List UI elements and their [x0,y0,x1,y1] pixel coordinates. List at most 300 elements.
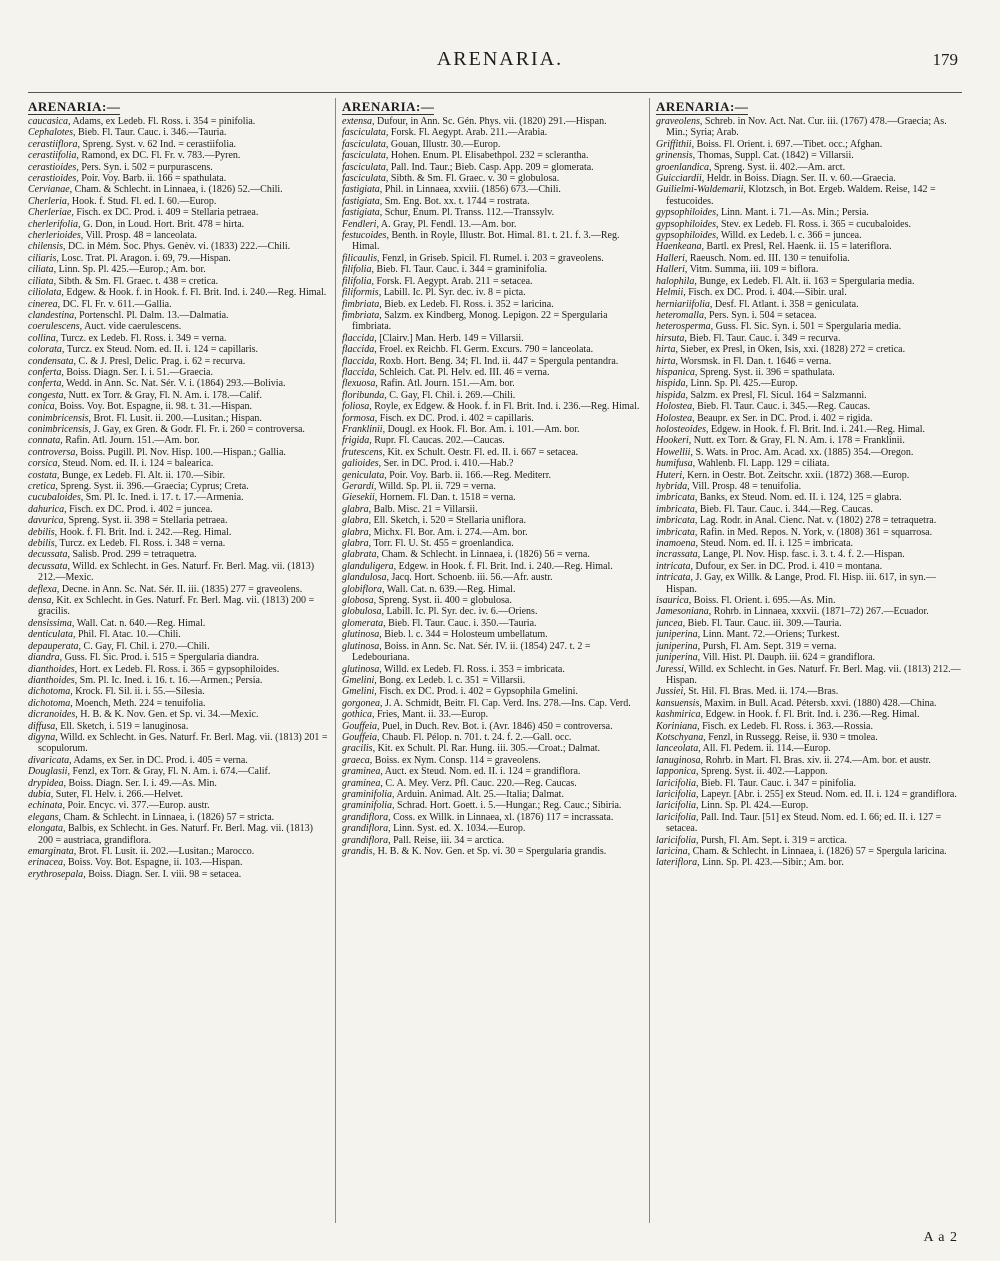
index-entry [342,310,644,333]
entry-epithet: dichotoma [28,686,71,698]
entry-citation: , Linn. Mant. i. 71.—As. Min.; Persia. [716,207,869,219]
entry-epithet: glabrata [342,549,377,561]
entry-citation: , Moench, Meth. 224 = tenuifolia. [70,697,206,709]
entry-citation: , Wall. Cat. n. 639.—Reg. Himal. [382,583,516,595]
entry-citation: , Hornem. Fl. Dan. t. 1518 = verna. [374,492,516,504]
entry-citation: , Portenschl. Pl. Dalm. 13.—Dalmatia. [74,309,229,321]
entry-epithet: glandulosa [342,572,387,584]
entry-citation: , Benth. in Royle, Illustr. Bot. Himal. 81. t. 21. f. 3.—Reg. Himal. [352,230,620,253]
column-3 [656,98,962,1228]
index-entry [342,287,644,298]
index-entry [342,766,644,777]
entry-citation: , Bieb. l. c. 344 = Holosteum umbellatum. [379,629,548,641]
index-entry [28,276,330,287]
entry-epithet: lateriflora [656,857,698,869]
entry-citation: , Maxim. in Bull. Acad. Pétersb. xxvi. (1880) 428.—China. [699,697,937,709]
entry-epithet: Jussiei [656,686,684,698]
index-entry [342,595,644,606]
entry-epithet: erythrosepala [28,868,84,880]
entry-citation: , C. A. Mey. Verz. Pfl. Cauc. 220.—Reg. Caucas. [380,777,577,789]
entry-citation: , Kit. ex Schult. Oestr. Fl. ed. II. i. 667 = setacea. [382,446,579,458]
index-entry [342,549,644,560]
index-entry [28,150,330,161]
entry-citation: , Fisch. ex DC. Prod. i. 402 = juncea. [64,503,213,515]
entry-citation: , Willd. ex Ledeb. l. c. 366 = juncea. [716,230,862,242]
entry-citation: , Balbis, ex Schlecht. in Ges. Naturf. Fr. Berl. Mag. vii. (1813) 200 = austriaca, grandiflora. [38,823,313,846]
index-entry [28,230,330,241]
entry-citation: , Adams, ex Ser. in DC. Prod. i. 405 = verna. [69,754,248,766]
entry-citation: , Bieb. Fl. Taur. Cauc. i. 349 = recurva. [684,332,841,344]
entry-epithet: connata [28,435,61,447]
index-entry [342,390,644,401]
entry-epithet: fastigiata [342,195,380,207]
entry-citation: , Nutt. ex Torr. & Gray, Fl. N. Am. i. 178.—Calif. [63,389,263,401]
index-entry [342,150,644,161]
entry-citation: , Fenzl, in Griseb. Spicil. Fl. Rumel. i. 203 = graveolens. [377,252,604,264]
index-entry [28,869,330,880]
entry-citation: , Bong. ex Ledeb. l. c. 351 = Villarsii. [374,674,526,686]
index-entry [656,173,962,184]
entry-epithet: chilensis [28,241,63,253]
entry-epithet: elongata [28,823,63,835]
entry-citation: , Losc. Trat. Pl. Aragon. i. 69, 79.—Hispan. [56,252,231,264]
entry-epithet: densa [28,595,52,607]
entry-epithet: debilis [28,538,55,550]
entry-epithet: denticulata [28,629,73,641]
entry-epithet: imbricata [656,515,695,527]
entry-epithet: flaccida [342,344,375,356]
index-entry [342,800,644,811]
index-entry [656,561,962,572]
index-entry [656,812,962,835]
entry-epithet: Haenkeana [656,241,702,253]
entry-epithet: dahurica [28,503,65,515]
entry-citation: , C. Gay, Fl. Chil. i. 269.—Chili. [384,389,516,401]
entry-epithet: fasciculata [342,173,386,185]
entry-citation: , Spreng. Syst. ii. 402.—Lappon. [696,766,828,778]
entry-epithet: ciliaris [28,252,57,264]
entry-citation: , Krock. Fl. Sil. ii. i. 55.—Silesia. [70,686,205,698]
entry-citation: , Brot. Fl. Lusit. ii. 202.—Lusitan.; Marocco. [73,846,255,857]
index-entry [28,299,330,310]
entry-citation: , Boiss. Voy. Bot. Espagne, ii. 103.—Hispan. [63,857,243,869]
index-entry [656,378,962,389]
index-entry [28,470,330,481]
entry-epithet: conimbricensis [28,423,89,435]
entry-citation: , Bieb. Fl. Taur. Cauc. i. 344.—Reg. Caucas. [694,503,873,515]
entry-epithet: hispanica [656,366,695,378]
index-entry [28,116,330,127]
index-entry [28,264,330,275]
entry-citation: , Hohen. Enum. Pl. Elisabethpol. 232 = sclerantha. [385,150,589,162]
entry-citation: , Ser. in DC. Prod. i. 410.—Hab.? [378,458,514,470]
entry-epithet: flaccida [342,355,375,367]
index-entry [656,344,962,355]
entry-epithet: Hookeri [656,435,689,447]
index-entry [656,778,962,789]
entry-citation: , Boiss. Pugill. Pl. Nov. Hisp. 100.—Hispan.; Gallia. [75,446,286,458]
entry-citation: , Coss. ex Willk. in Linnaea, xl. (1876) 117 = incrassata. [388,811,614,823]
column-2 [342,98,644,1228]
index-entry [656,652,962,663]
entry-epithet: filicaulis [342,252,377,264]
entry-epithet: cerastioides [28,173,77,185]
entry-epithet: imbricata [656,492,695,504]
entry-epithet: fasciculata [342,138,386,150]
column-1 [28,98,330,1228]
entry-epithet: deflexa [28,583,57,595]
index-entry [342,447,644,458]
entry-citation: , Willd. ex Schlecht. in Ges. Naturf. Fr. Berl. Mag. vii. (1813) 201 = scopulorum. [38,731,328,755]
entry-citation: , Wedd. in Ann. Sc. Nat. Sér. V. i. (1864) 293.—Bolivia. [61,378,286,390]
entry-epithet: Cherleriae [28,207,72,219]
index-entry [656,789,962,800]
entry-citation: , Decne. in Ann. Sc. Nat. Sér. II. iii. (1835) 277 = graveolens. [56,583,303,595]
entry-citation: , Froel. ex Reichb. Fl. Germ. Excurs. 790 = lanceolata. [374,344,594,356]
entry-citation: , DC. Fl. Fr. v. 611.—Gallia. [57,298,172,310]
entry-citation: , Kit. ex Schult. Pl. Rar. Hung. iii. 305.—Croat.; Dalmat. [372,743,601,755]
index-entry [28,846,330,857]
header-rule [28,92,962,93]
entry-epithet: collina [28,332,56,344]
entry-citation: , Rafin. in Med. Repos. N. York, v. (1808) 361 = squarrosa. [694,526,933,538]
entry-citation: , Fisch. ex Ledeb. Fl. Ross. i. 363.—Rossia. [697,720,873,732]
entry-epithet: conferta [28,366,62,378]
entry-epithet: hirta [656,355,676,367]
entry-citation: , Kit. ex Schlecht. in Ges. Naturf. Fr. Berl. Mag. vii. (1813) 200 = gracilis. [38,595,315,618]
entry-epithet: kansuensis [656,697,700,709]
entry-epithet: cerastiiflora [28,138,78,150]
index-entry [656,162,962,173]
entry-epithet: laricifolia [656,800,696,812]
index-entry [342,367,644,378]
page-number: 179 [932,50,958,69]
entry-epithet: fasciculata [342,127,386,139]
entry-citation: , Fisch. ex DC. Prod. i. 402 = Gypsophila Gmelini. [374,686,578,698]
entry-citation: , Pursh, Fl. Am. Sept. i. 319 = arctica. [696,834,847,846]
index-entry [28,356,330,367]
entry-epithet: kashmirica [656,709,701,721]
index-entry [656,721,962,732]
index-entry [28,333,330,344]
entry-epithet: echinata [28,800,63,812]
index-entry [28,344,330,355]
entry-citation: , Torr. Fl. U. St. 455 = groenlandica. [368,538,514,550]
entry-epithet: glomerata [342,617,384,629]
index-entry [28,207,330,218]
entry-citation: , Hort. ex Ledeb. Fl. Ross. i. 365 = gypsophiloides. [74,663,280,675]
index-entry [28,184,330,195]
entry-epithet: Guicciardii [656,173,702,185]
entry-epithet: flexuosa [342,378,376,390]
index-entry [656,139,962,150]
entry-epithet: Fendleri [342,218,377,230]
index-entry [342,584,644,595]
entry-epithet: gypsophiloides [656,230,716,242]
entry-citation: , Thomas, Suppl. Cat. (1842) = Villarsii. [692,150,854,162]
entry-citation: , Salzm. ex Kindberg, Monog. Lepigon. 22 = Spergularia fimbriata. [352,309,608,333]
index-entry [656,435,962,446]
entry-epithet: glabra [342,538,369,550]
entry-citation: , St. Hil. Fl. Bras. Med. ii. 174.—Bras. [683,686,839,698]
index-entry [28,287,330,298]
entry-citation: , Bartl. ex Presl, Rel. Haenk. ii. 15 = lateriflora. [701,241,892,253]
entry-epithet: Juressi [656,663,684,675]
entry-citation: , Vill. Prosp. 48 = tenuifolia. [687,481,802,492]
index-entry [342,196,644,207]
index-entry [342,162,644,173]
entry-citation: , Bieb. Fl. Taur. Cauc. i. 346.—Tauria. [73,127,227,139]
index-entry [28,447,330,458]
entry-citation: , Linn. Sp. Pl. 424.—Europ. [696,800,809,812]
entry-epithet: flaccida [342,366,375,378]
column-heading: ARENARIA:— [28,99,121,114]
entry-epithet: isaurica [656,595,689,607]
entry-citation: , Ramond, ex DC. Fl. Fr. v. 783.—Pyren. [76,150,241,162]
entry-epithet: cinerea [28,298,58,310]
entry-citation: , Pall. Ind. Taur. [51] ex Steud. Nom. ed. I. 66; ed. II. i. 127 = setacea. [666,811,942,835]
entry-epithet: glabra [342,526,369,538]
entry-epithet: clandestina [28,309,75,321]
index-entry [656,481,962,492]
entry-citation: , H. B. & K. Nov. Gen. et Sp. vi. 34.—Mexic. [75,709,259,721]
index-entry [656,857,962,868]
index-entry [28,367,330,378]
entry-citation: , Labill. Ic. Pl. Syr. dec. iv. 6.—Oriens. [381,606,538,618]
entry-epithet: cerastiifolia [28,150,77,162]
index-entry [28,435,330,446]
entry-citation: , Rafin. Atl. Journ. 151.—Am. bor. [60,435,200,447]
entry-citation: , Puel, in Duch. Rev. Bot. i. (Avr. 1846) 450 = controversa. [377,720,613,732]
entry-epithet: Cherleria [28,195,67,207]
entry-epithet: corsica [28,458,58,470]
entry-epithet: galioides [342,458,379,470]
entry-citation: , Boiss. in Ann. Sc. Nat. Sér. IV. ii. (1854) 247. t. 2 = Ledebouriana. [352,640,591,664]
index-entry [342,276,644,287]
index-entry [656,492,962,503]
entry-citation: , Arduin. Animad. Alt. 25.—Italia; Dalmat. [392,788,564,800]
index-entry [656,356,962,367]
entry-citation: , Sieber, ex Presl, in Oken, Isis, xxi. (1828) 272 = cretica. [675,344,906,356]
entry-epithet: heterosperma [656,321,711,333]
index-entry [28,789,330,800]
index-entry [28,390,330,401]
entry-citation: , Bunge, ex Ledeb. Fl. Alt. ii. 170.—Sibir. [56,469,225,481]
index-entry [342,686,644,697]
entry-citation: , Fries, Mant. ii. 33.—Europ. [372,709,489,721]
entry-citation: , Schreb. in Nov. Act. Nat. Cur. iii. (1767) 478.—Graecia; As. Min.; Syria; Arab. [666,116,947,139]
index-entry [28,139,330,150]
entry-citation: , Ell. Sketch, i. 520 = Stellaria uniflora. [368,515,526,527]
entry-epithet: hirsuta [656,332,685,344]
entry-epithet: fimbriata [342,298,380,310]
entry-epithet: cucubaloides [28,492,81,504]
index-entry [656,230,962,241]
entry-epithet: Franklinii [342,423,383,435]
entry-epithet: lanuginosa [656,754,701,766]
entry-citation: , Suter, Fl. Helv. i. 266.—Helvet. [50,788,184,800]
index-entry [342,606,644,617]
entry-citation: , Boiss. Diagn. Ser. I. viii. 98 = setacea. [83,868,242,880]
index-entry [28,127,330,138]
entry-citation: , Banks, ex Steud. Nom. ed. II. i. 124, 125 = glabra. [694,492,902,504]
index-entry [656,698,962,709]
index-entry [656,401,962,412]
entry-epithet: inamoena [656,538,696,550]
entry-epithet: filifolia [342,275,372,287]
entry-epithet: dianthoides [28,663,75,675]
index-entry [28,378,330,389]
entry-citation: , Pursh, Fl. Am. Sept. 319 = verna. [697,640,837,652]
entry-citation: , Turcz. ex Ledeb. Fl. Ross. i. 348 = verna. [54,538,226,550]
entry-citation: , Edgew. in Hook. f. Fl. Brit. Ind. i. 241.—Reg. Himal. [706,423,926,435]
entry-epithet: costata [28,469,57,481]
index-entry [28,561,330,584]
entry-citation: , Cham. & Schlecht. in Linnaea, i. (1826) 57 = Spergula laricina. [687,846,947,857]
entry-epithet: grandiflora [342,811,389,823]
index-entry [656,766,962,777]
entry-citation: , Salisb. Prod. 299 = tetraquetra. [67,549,197,561]
entry-citation: , Schrad. Hort. Goett. i. 5.—Hungar.; Reg. Cauc.; Sibiria. [392,800,622,812]
entry-epithet: Howellii [656,446,691,458]
index-entry [28,778,330,789]
entry-epithet: Kotschyana [656,731,704,743]
index-entry [342,698,644,709]
index-entry [28,253,330,264]
entry-epithet: cretica [28,481,56,492]
index-entry [656,641,962,652]
entry-epithet: elegans [28,811,59,823]
entry-citation: , Auct. vide caerulescens. [79,321,182,333]
entry-epithet: controversa [28,446,76,458]
entry-citation: , Sibth. & Sm. Fl. Graec. t. 438 = cretica. [53,275,219,287]
entry-epithet: diandra [28,652,60,664]
entry-citation: , Schur, Enum. Pl. Transs. 112.—Transsylv. [379,207,555,219]
entry-epithet: Gerardi [342,481,374,492]
index-entry [342,207,644,218]
entry-citation: , Spreng. Syst. ii. 396 = spathulata. [694,366,835,378]
index-entry [656,572,962,595]
index-entry [342,184,644,195]
index-entry [342,435,644,446]
index-entry [656,287,962,298]
entry-epithet: lanceolata [656,743,699,755]
index-entry [28,675,330,686]
entry-epithet: imbricata [656,526,695,538]
index-entry [28,527,330,538]
entry-epithet: debilis [28,526,55,538]
entry-citation: , Willd. ex Ledeb. Fl. Ross. i. 353 = imbricata. [379,663,565,675]
entry-epithet: glabra [342,515,369,527]
entry-epithet: decussata [28,560,68,572]
index-entry [656,276,962,287]
entry-epithet: lapponica [656,766,696,778]
index-entry [28,800,330,811]
index-entry [342,561,644,572]
entry-epithet: colorata [28,344,62,356]
index-entry [342,721,644,732]
entry-epithet: graminifolia [342,788,393,800]
index-entry [28,481,330,492]
index-entry [656,447,962,458]
index-entry [28,823,330,846]
entry-epithet: cherlerioides [28,230,81,242]
entry-citation: , Fisch. ex DC. Prod. i. 409 = Stellaria petraea. [71,207,259,219]
index-entry [656,264,962,275]
entry-citation: , Boiss. Diagn. Ser. I. i. 49.—As. Min. [63,777,217,789]
entry-citation: , Hook. f. Fl. Brit. Ind. i. 242.—Reg. Himal. [54,526,232,538]
index-entry [342,299,644,310]
entry-citation: , Balb. Misc. 21 = Villarsii. [368,503,478,515]
index-entry [28,629,330,640]
index-entry [28,515,330,526]
index-entry [342,253,644,264]
entry-epithet: condensata [28,355,74,367]
entry-epithet: gorgonea [342,697,380,709]
entry-citation: , Cham. & Schlecht. in Linnaea, i. (1826) 56 = verna. [376,549,590,561]
index-entry [656,333,962,344]
entry-citation: , Phil. Fl. Atac. 10.—Chili. [73,629,181,641]
entry-epithet: frigida [342,435,370,447]
entry-epithet: Jamesoniana [656,606,709,618]
index-entry [342,139,644,150]
entry-epithet: conferta [28,378,62,390]
index-entry [342,812,644,823]
entry-citation: , Spreng. Syst. ii. 402.—Am. arct. [708,161,846,173]
entry-citation: , Linn. Sp. Pl. 425.—Europ. [685,378,798,390]
entry-epithet: intricata [656,560,691,572]
entry-epithet: floribunda [342,389,385,401]
entry-epithet: formosa [342,412,375,424]
entry-epithet: congesta [28,389,64,401]
entry-epithet: graminea [342,766,381,778]
index-entry [656,184,962,207]
entry-citation: , A. Gray, Pl. Fendl. 13.—Am. bor. [376,218,517,230]
entry-citation: , Sm. Pl. Ic. Ined. i. 17. t. 17.—Armenia. [80,492,244,504]
index-entry [342,413,644,424]
entry-citation: , Linn. Syst. ed. X. 1034.—Europ. [388,823,526,835]
entry-epithet: fasciculata [342,161,386,173]
entry-citation: , Linn. Sp. Pl. 423.—Sibir.; Am. bor. [697,857,844,869]
entry-citation: , Edgew. & Hook. f. in Hook. f. Fl. Brit. Ind. i. 240.—Reg. Himal. [61,287,327,299]
entry-epithet: halophila [656,275,695,287]
entry-epithet: Huteri [656,469,683,481]
index-entry [28,241,330,252]
entry-epithet: heteromalla [656,309,704,321]
index-entry [656,527,962,538]
index-entry [342,504,644,515]
index-entry [342,401,644,412]
index-entry [28,492,330,503]
entry-epithet: globiflora [342,583,383,595]
entry-citation: , J. Gay, ex Gren. & Godr. Fl. Fr. i. 260 = controversa. [88,423,305,435]
index-entry [28,732,330,755]
entry-citation: , Vill. Prosp. 48 = lanceolata. [80,230,197,242]
entry-epithet: glutinosa [342,629,380,641]
entry-epithet: frutescens [342,446,383,458]
index-entry [342,127,644,138]
entry-citation: , Rohrb. in Mart. Fl. Bras. xiv. ii. 274.—Am. bor. et austr. [700,754,931,766]
entry-epithet: Halleri [656,264,685,276]
entry-citation: , Heldr. in Boiss. Diagn. Ser. II. v. 60.—Graecia. [701,173,896,185]
entry-epithet: Guilielmi-Waldemarii [656,184,744,196]
index-entry [656,515,962,526]
index-entry [28,709,330,720]
entry-epithet: decussata [28,549,68,561]
entry-citation: , Dougl. ex Hook. Fl. Bor. Am. i. 101.—Am. bor. [382,423,580,435]
entry-citation: , Sm. Eng. Bot. xx. t. 1744 = rostrata. [379,195,530,207]
entry-citation: , Guss. Fl. Sic. Prod. i. 515 = Spergularia diandra. [59,652,260,664]
